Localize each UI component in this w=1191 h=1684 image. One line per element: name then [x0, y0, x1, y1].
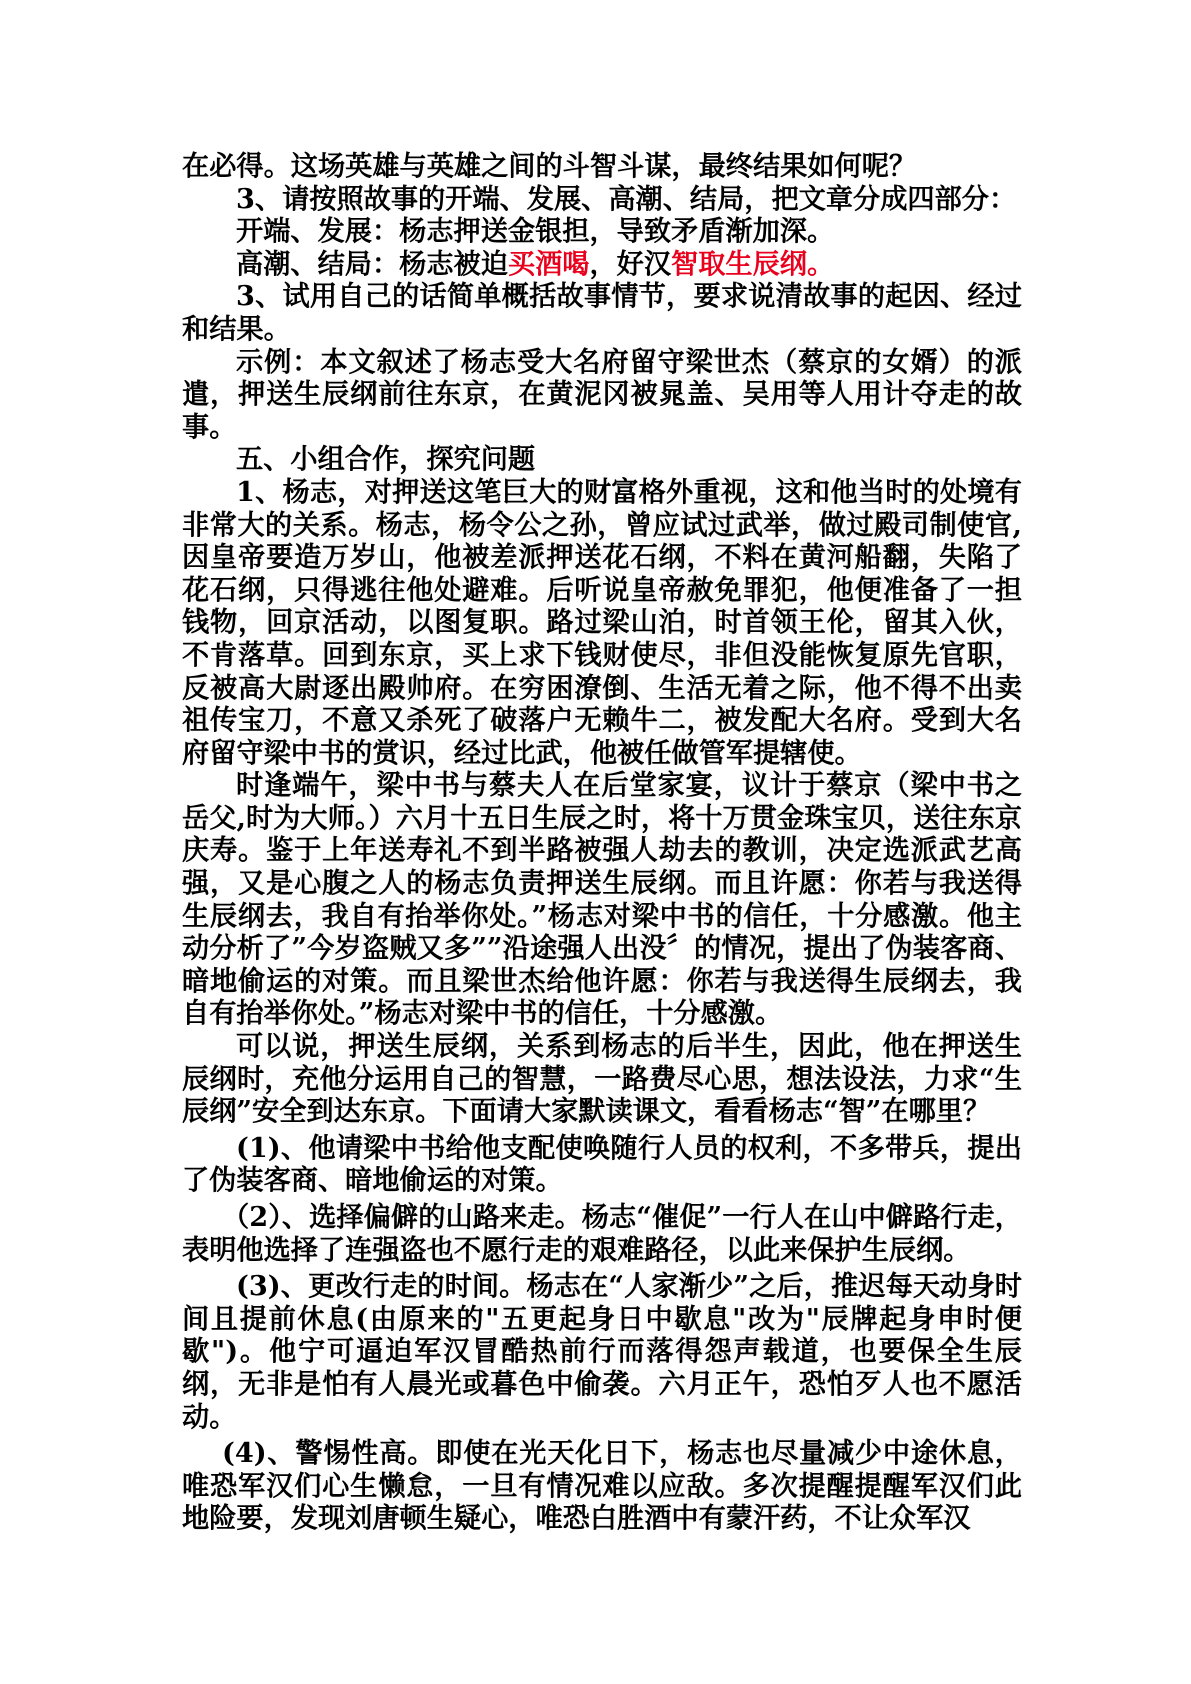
paragraph: 在必得。这场英雄与英雄之间的斗智斗谋，最终结果如何呢？	[182, 150, 917, 182]
paragraph: 可以说，押送生辰纲，关系到杨志的后半生，因此，他在押送生辰纲时，充他分运用自己的智慧，一路费尽心思，想法设法，力求“生辰纲”安全到达东京。下面请大家默读课文，看看杨志“智”在哪里？	[182, 1030, 1022, 1128]
paragraph: 开端、发展：杨志押送金银担，导致矛盾渐加深。	[236, 215, 835, 248]
list-item: (3)、更改行走的时间。杨志在“人家渐少”之后，推迟每天动身时间且提前休息(由原来的"五更起身日中歇息"改为"辰牌起身申时便歇")。他宁可逼迫军汉冒酷热前行而落得怨声载道，也要保全生辰纲，无非是怕有人晨光或暮色中偷袭。六月正午，恐怕歹人也不愿活动。	[182, 1270, 1022, 1433]
list-item: (4)、警惕性高。即使在光天化日下，杨志也尽量减少中途休息，唯恐军汉们心生懒怠，一旦有情况难以应敌。多次提醒提醒军汉们此地险要，发现刘唐顿生疑心，唯恐白胜酒中有蒙汗药，不让众军汉	[182, 1437, 1022, 1535]
text-run: 高潮、结局：杨志被迫	[236, 247, 508, 280]
highlight-text: 。	[807, 247, 835, 280]
paragraph-with-highlight	[182, 248, 1022, 281]
paragraph: 1、杨志，对押送这笔巨大的财富格外重视，这和他当时的处境有非常大的关系。杨志，杨令公之孙，曾应试过武举，做过殿司制使官,因皇帝要造万岁山，他被差派押送花石纲，不料在黄河船翻，失陷了花石纲，只得逃往他处避难。后听说皇帝赦免罪犯，他便准备了一担钱物，回京活动，以图复职。路过梁山泊，时首领王伦，留其入伙，不肯落草。回到东京，买上求下钱财使尽，非但没能恢复原先官职，反被高大尉逐出殿帅府。在穷困潦倒、生活无着之际，他不得不出卖祖传宝刀，不意又杀死了破落户无赖牛二，被发配大名府。受到大名府留守梁中书的赏识，经过比武，他被任做管军提辖使。	[182, 475, 1022, 769]
paragraph: 时逢端午，梁中书与蔡夫人在后堂家宴，议计于蔡京（梁中书之岳父,时为大师。）六月十五日生辰之时，将十万贯金珠宝贝，送往东京庆寿。鉴于上年送寿礼不到半路被强人劫去的教训，决定选派武艺高强，又是心腹之人的杨志负责押送生辰纲。而且许愿：你若与我送得生辰纲去，我自有抬举你处。”杨志对梁中书的信任，十分感激。他主动分析了”今岁盗贼又多””沿途强人出没〞的情况，提出了伪装客商、暗地偷运的对策。而且梁世杰给他许愿：你若与我送得生辰纲去，我自有抬举你处。”杨志对梁中书的信任，十分感激。	[182, 769, 1022, 1030]
list-item: (1)、他请梁中书给他支配使唤随行人员的权利，不多带兵，提出了伪装客商、暗地偷运的对策。	[182, 1131, 1022, 1197]
paragraph: 3、请按照故事的开端、发展、高潮、结局，把文章分成四部分：	[236, 182, 1017, 215]
highlight-text: 买酒喝	[507, 247, 590, 280]
section-heading: 五、小组合作，探究问题	[236, 443, 536, 476]
document-page	[182, 150, 1022, 1535]
highlight-text: 智取生辰纲	[671, 247, 807, 280]
paragraph: 3、试用自己的话简单概括故事情节，要求说清故事的起因、经过和结果。	[182, 280, 1022, 345]
text-run: ，好汉	[589, 247, 672, 280]
list-item: （2）、选择偏僻的山路来走。杨志“催促”一行人在山中僻路行走，表明他选择了连强盗也不愿行走的艰难路径，以此来保护生辰纲。	[182, 1201, 1022, 1266]
paragraph: 示例：本文叙述了杨志受大名府留守梁世杰（蔡京的女婿）的派遣，押送生辰纲前往东京，在黄泥冈被晁盖、吴用等人用计夺走的故事。	[182, 345, 1022, 443]
